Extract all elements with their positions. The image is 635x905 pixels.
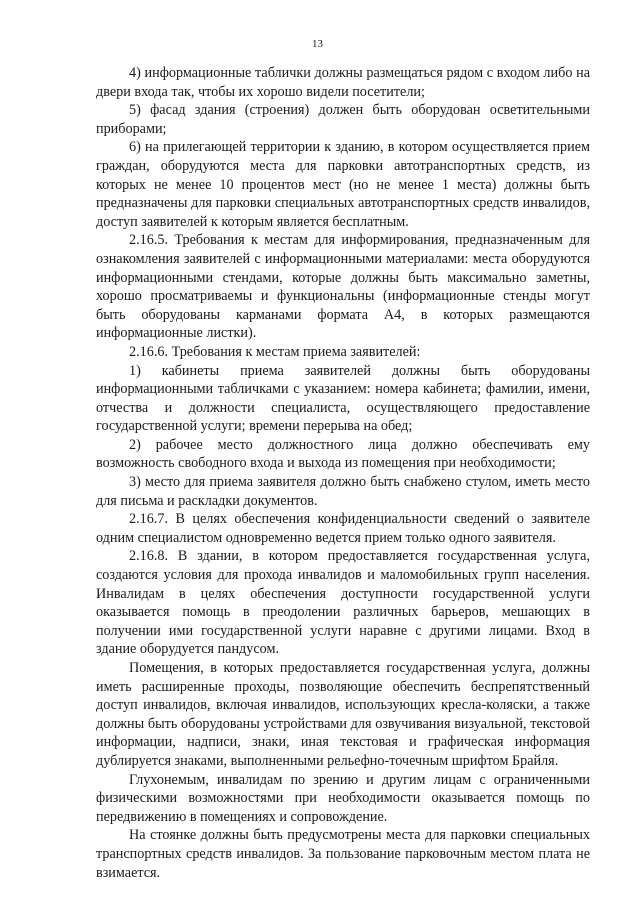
paragraph-2-16-6: 2.16.6. Требования к местам приема заявителей:: [129, 343, 421, 360]
paragraph-item-4: 4) информационные таблички должны размещаться рядом с входом либо на двери входа так, чтобы их хорошо видели посетители;: [96, 65, 590, 100]
paragraph-2-16-5: 2.16.5. Требования к местам для информирования, предназначенным для ознакомления заявителей с информационными материалами: места оборудуются информационными стендами, которые должны быть максимально заметны, хорошо просматриваемы и функциональны (информационные стенды могут быть оборудованы карманами формата А4, в которых размещаются информационные листки).: [96, 232, 590, 342]
paragraph-2-16-6-item-1: 1) кабинеты приема заявителей должны быть оборудованы информационными табличками с указанием: номера кабинета; фамилии, имени, отчества и должности специалиста, осуществляющего предоставление государственной услуги; времени перерыва на обед;: [96, 362, 590, 435]
document-body: [96, 64, 590, 882]
paragraph-parking: На стоянке должны быть предусмотрены места для парковки специальных транспортных средств инвалидов. За пользование парковочным местом плата не взимается.: [96, 827, 590, 881]
paragraph-2-16-6-item-2: 2) рабочее место должностного лица должно обеспечивать ему возможность свободного входа и выхода из помещения при необходимости;: [96, 436, 590, 472]
paragraph-assistance: Глухонемым, инвалидам по зрению и другим лицам с ограниченными физическими возможностями при необходимости оказывается помощь по передвижению в помещениях и сопровождение.: [96, 771, 590, 825]
page-number: 13: [312, 38, 323, 50]
paragraph-item-5: 5) фасад здания (строения) должен быть оборудован осветительными приборами;: [96, 102, 590, 137]
paragraph-2-16-8: 2.16.8. В здании, в котором предоставляется государственная услуга, создаются условия для прохода инвалидов и маломобильных групп населения. Инвалидам в целях обеспечения доступности государственной услуги оказывается помощь в преодолении различных барьеров, мешающих в получении ими государственной услуги наравне с другими лицами. Вход в здание оборудуется пандусом.: [96, 548, 590, 658]
paragraph-2-16-7: 2.16.7. В целях обеспечения конфиденциальности сведений о заявителе одним специалистом одновременно ведется прием только одного заявителя.: [96, 511, 590, 546]
paragraph-premises: Помещения, в которых предоставляется государственная услуга, должны иметь расширенные проходы, позволяющие обеспечить беспрепятственный доступ инвалидов, включая инвалидов, использующих кресла-коляски, а также должны быть оборудованы устройствами для озвучивания визуальной, текстовой информации, надписи, знаки, иная текстовая и графическая информация дублируется знаками, выполненными рельефно-точечным шрифтом Брайля.: [96, 660, 590, 769]
paragraph-item-6: 6) на прилегающей территории к зданию, в котором осуществляется прием граждан, оборудуются места для парковки автотранспортных средств, из которых не менее 10 процентов мест (но не менее 1 места) должны быть предназначены для парковки специальных автотранспортных средств инвалидов, доступ заявителей к которым является бесплатным.: [96, 139, 590, 230]
paragraph-2-16-6-item-3: 3) место для приема заявителя должно быть снабжено стулом, иметь место для письма и раскладки документов.: [96, 474, 590, 509]
